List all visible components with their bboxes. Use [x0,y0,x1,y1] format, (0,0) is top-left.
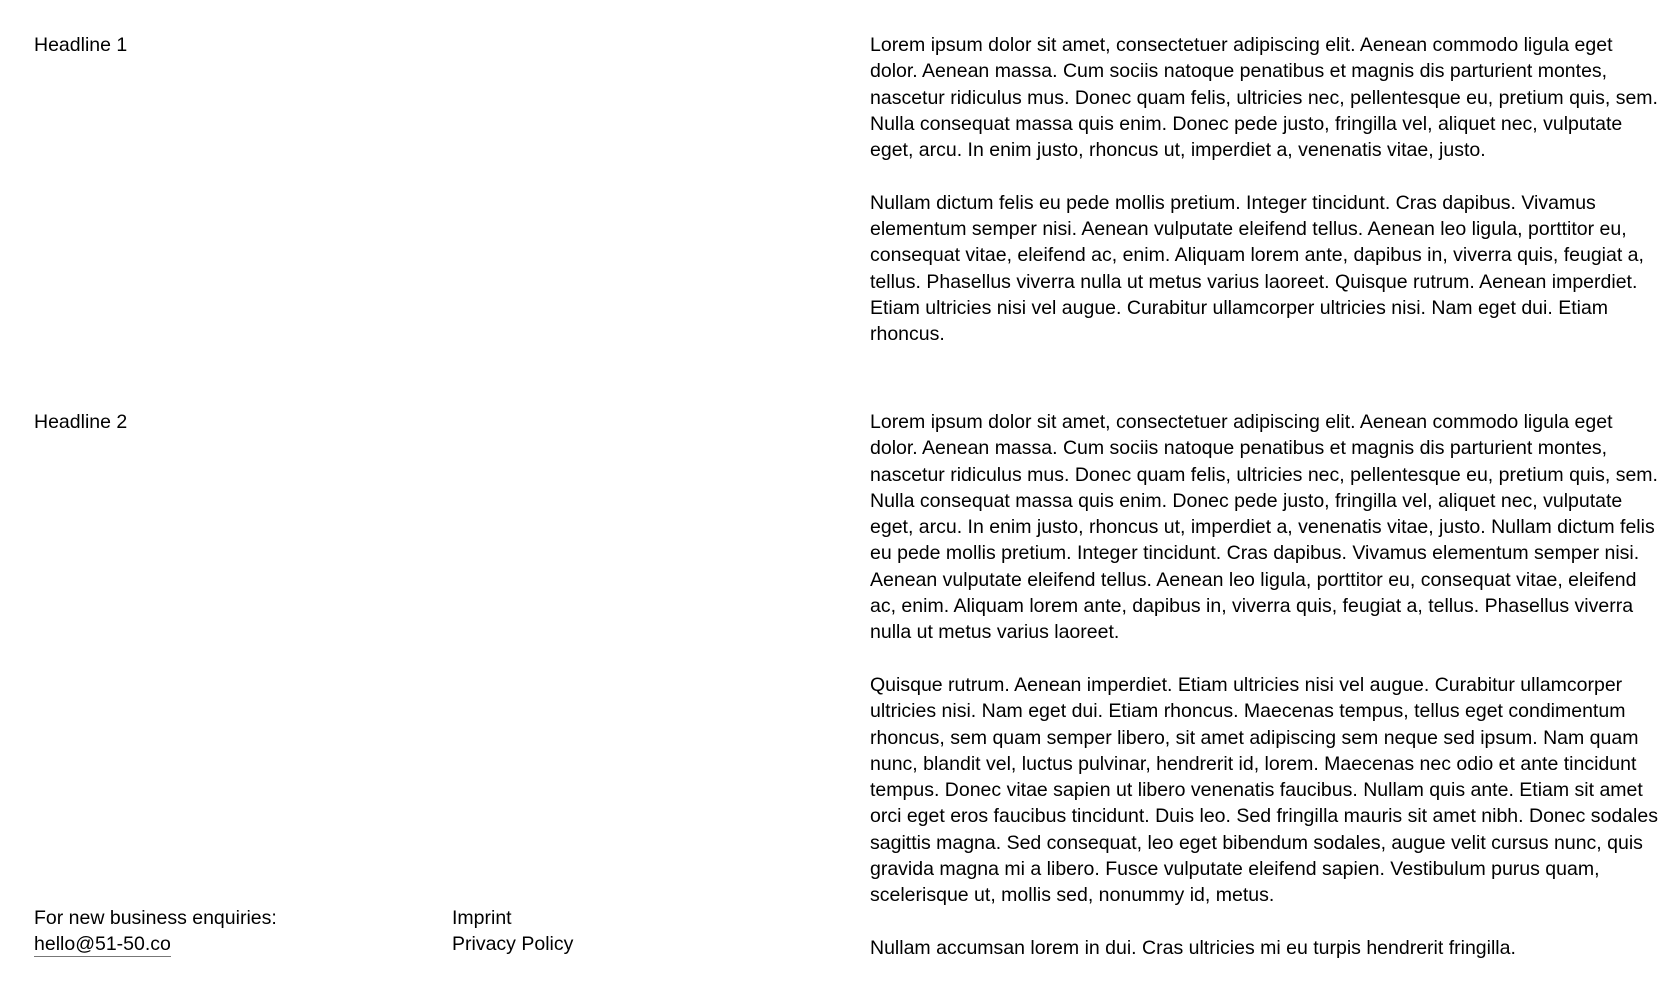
imprint-link[interactable]: Imprint [452,907,512,929]
headline-2: Headline 2 [34,411,128,433]
paragraph: Lorem ipsum dolor sit amet, consectetuer adipiscing elit. Aenean commodo ligula eget dolor. Aenean massa. Cum sociis natoque penatibus et magnis dis parturient montes, nascetur ridiculus mus. Donec quam felis, ultricies nec, pellentesque eu, pretium quis, sem. Nulla consequat massa quis enim. Donec pede justo, fringilla vel, aliquet nec, vulputate eget, arcu. In enim justo, rhoncus ut, imperdiet a, venenatis vitae, justo. [870,34,1658,162]
footer-links [452,905,573,958]
paragraph: Nullam accumsan lorem in dui. Cras ultricies mi eu turpis hendrerit fringilla. [870,936,1516,959]
email-link[interactable]: hello@51-50.co [34,933,171,956]
enquiries-label: For new business enquiries: [34,907,277,929]
section-1-body [870,32,1662,374]
paragraph: Nullam dictum felis eu pede mollis pretium. Integer tincidunt. Cras dapibus. Vivamus elementum semper nisi. Aenean vulputate eleifend tellus. Aenean leo ligula, porttitor eu, consequat vitae, eleifend ac, enim. Aliquam lorem ante, dapibus in, viverra quis, feugiat a, tellus. Phasellus viverra nulla ut metus varius laoreet. Quisque rutrum. Aenean imperdiet. Etiam ultricies nisi vel augue. Curabitur ullamcorper ultricies nisi. Nam eget dui. Etiam rhoncus. [870,191,1644,346]
headline-1: Headline 1 [34,34,128,56]
paragraph: Quisque rutrum. Aenean imperdiet. Etiam ultricies nisi vel augue. Curabitur ullamcorper ultricies nisi. Nam eget dui. Etiam rhoncus. Maecenas tempus, tellus eget condimentum rhoncus, sem quam semper libero, sit amet adipiscing sem neque sed ipsum. Nam quam nunc, blandit vel, luctus pulvinar, hendrerit id, lorem. Maecenas nec odio et ante tincidunt tempus. Donec vitae sapien ut libero venenatis faucibus. Nullam quis ante. Etiam sit amet orci eget eros faucibus tincidunt. Duis leo. Sed fringilla mauris sit amet nibh. Donec sodales sagittis magna. Sed consequat, leo eget bibendum sodales, augue velit cursus nunc, quis gravida magna mi a libero. Fusce vulputate eleifend sapien. Vestibulum purus quam, scelerisque ut, mollis sed, nonummy id, metus. [870,673,1658,907]
privacy-policy-link[interactable]: Privacy Policy [452,933,574,956]
section-2-body [870,409,1662,988]
footer-contact [34,905,277,958]
paragraph: Lorem ipsum dolor sit amet, consectetuer adipiscing elit. Aenean commodo ligula eget dolor. Aenean massa. Cum sociis natoque penatibus et magnis dis parturient montes, nascetur ridiculus mus. Donec quam felis, ultricies nec, pellentesque eu, pretium quis, sem. Nulla consequat massa quis enim. Donec pede justo, fringilla vel, aliquet nec, vulputate eget, arcu. In enim justo, rhoncus ut, imperdiet a, venenatis vitae, justo. Nullam dictum felis eu pede mollis pretium. Integer tincidunt. Cras dapibus. Vivamus elementum semper nisi. Aenean vulputate eleifend tellus. Aenean leo ligula, porttitor eu, consequat vitae, eleifend ac, enim. Aliquam lorem ante, dapibus in, viverra quis, feugiat a, tellus. Phasellus viverra nulla ut metus varius laoreet. [870,411,1658,644]
